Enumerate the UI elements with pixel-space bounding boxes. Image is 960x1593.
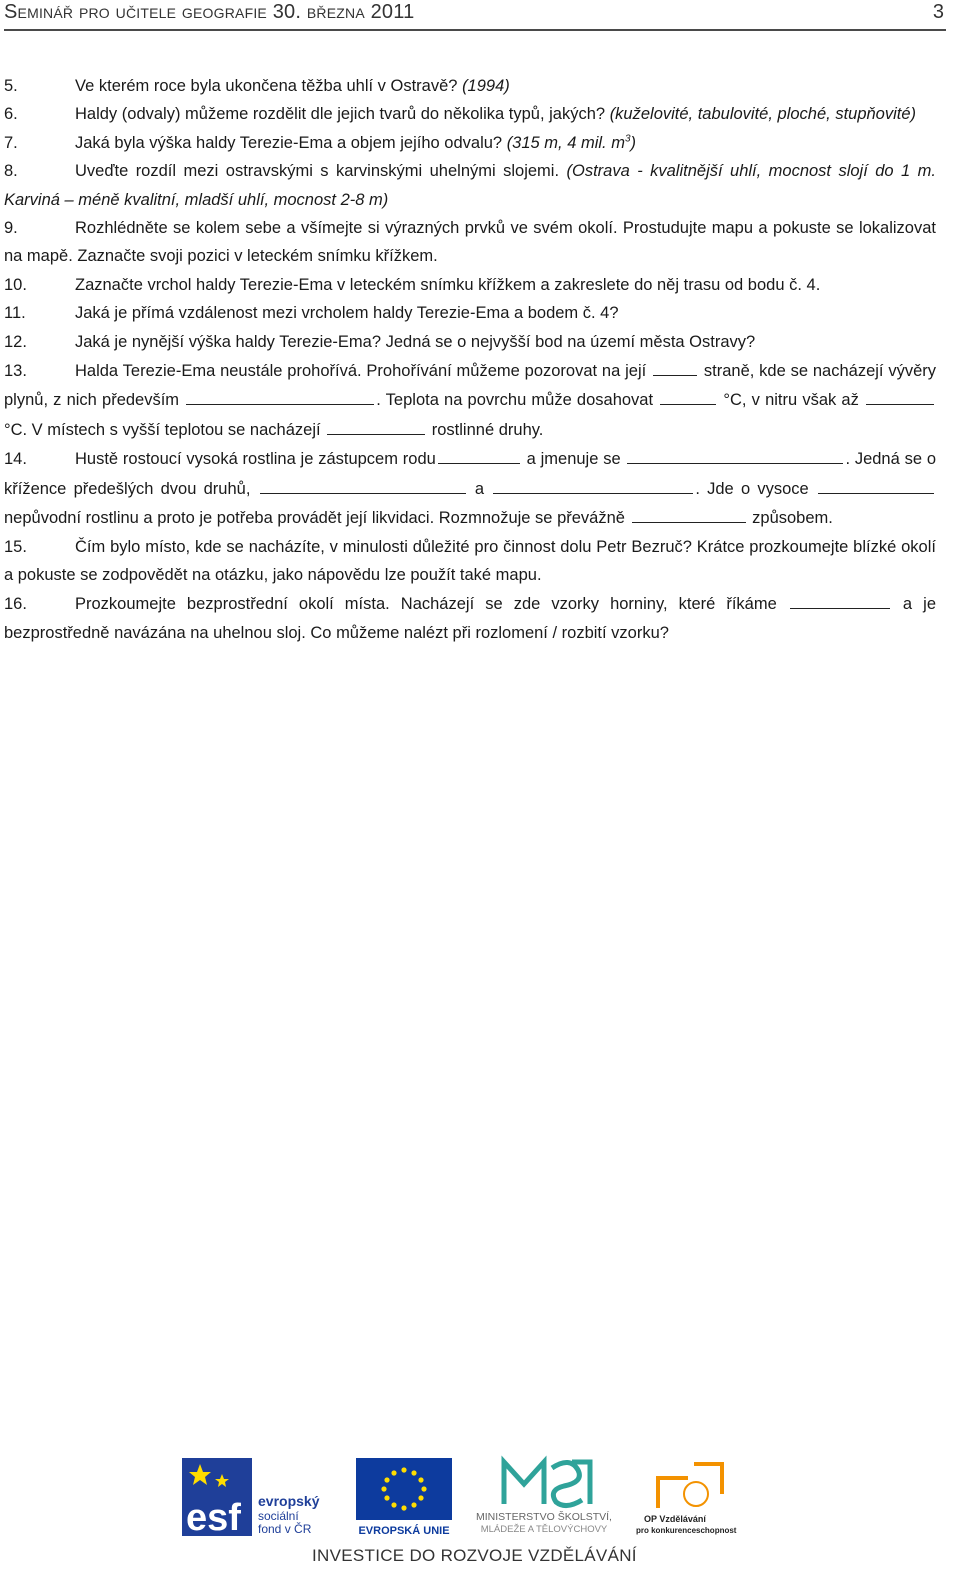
answer-blank[interactable]	[493, 474, 693, 494]
msmt-logo	[460, 1454, 628, 1536]
answer: (kuželovité, tabulovité, ploché, stupňovité)	[609, 105, 917, 124]
question-16: 16. Prozkoumejte bezprostřední okolí místa. Nacházejí se zde vzorky horniny, které říkáme a je bezprostředně navázána na uhelnou sloj. Co můžeme nalézt při rozlomení / rozbití vzorku?	[4, 589, 936, 647]
question-12: 12. Jaká je nynější výška haldy Terezie-Ema? Jedná se o nejvyšší bod na území města Ostravy?	[4, 332, 756, 351]
answer-blank[interactable]	[866, 385, 934, 405]
answer-blank[interactable]	[790, 589, 890, 609]
question-14: 14. Hustě rostoucí vysoká rostlina je zástupcem rodu a jmenuje se . Jedná se o křížence předešlých dvou druhů, a . Jde o vysoce nepůvodní rostlinu a proto je potřeba provádět její likvidaci. Rozmnožuje se převážně způsobem.	[4, 444, 936, 532]
question-11: 11. Jaká je přímá vzdálenost mezi vrcholem haldy Terezie-Ema a bodem č. 4?	[4, 304, 619, 323]
eu-flag-logo	[356, 1458, 452, 1536]
header-rule	[4, 29, 946, 31]
svg-text:fond v ČR: fond v ČR	[258, 1522, 312, 1536]
answer-blank[interactable]	[653, 356, 697, 376]
question-15: 15. Čím bylo místo, kde se nacházíte, v minulosti důležité pro činnost dolu Petr Bezruč? Krátce prozkoumejte blízké okolí a pokuste se zodpovědět na otázku, jako nápovědu lze použít také mapu.	[4, 537, 936, 584]
esf-letters: esf	[186, 1497, 241, 1536]
svg-text:evropský: evropský	[258, 1493, 320, 1509]
svg-text:sociální: sociální	[258, 1509, 299, 1523]
question-5: 5. Ve kterém roce byla ukončena těžba uhlí v Ostravě? (1994)	[4, 77, 510, 95]
question-8: 8. Uveďte rozdíl mezi ostravskými s karvinskými uhelnými slojemi. (Ostrava - kvalitnější uhlí, mocnost slojí do 1 m. Karviná – méně kvalitní, mladší uhlí, mocnost 2-8 m)	[4, 162, 936, 209]
page-header	[0, 0, 960, 32]
question-7: 7. Jaká byla výška haldy Terezie-Ema a objem jejího odvalu? (315 m, 4 mil. $m^3$)	[4, 133, 637, 152]
svg-text:EVROPSKÁ UNIE: EVROPSKÁ UNIE	[358, 1525, 450, 1536]
answer-blank[interactable]	[260, 474, 466, 494]
answer-blank[interactable]	[632, 503, 746, 523]
svg-text:pro konkurenceschopnost: pro konkurenceschopnost	[636, 1526, 737, 1535]
op-circle-icon	[684, 1482, 708, 1506]
op-vzdelavani-logo	[636, 1454, 746, 1536]
header-title: Seminář pro učitele geografie 30. března 2011	[4, 1, 415, 23]
question-6: 6. Haldy (odvaly) můžeme rozdělit dle jejich tvarů do několika typů, jakých? (kuželovité, tabulovité, ploché, stupňovité)	[4, 105, 917, 124]
page-number: 3	[932, 1, 944, 23]
question-13: 13. Halda Terezie-Ema neustále prohořívá. Prohořívání můžeme pozorovat na její straně, kde se nacházejí vývěry plynů, z nich především . Teplota na povrchu může dosahovat °C, v nitru však až °C. V místech s vyšší teplotou se nacházejí rostlinné druhy.	[4, 356, 936, 444]
footer-tagline: INVESTICE DO ROZVOJE VZDĚLÁVÁNÍ	[312, 1546, 637, 1565]
answer-blank[interactable]	[438, 444, 520, 464]
footer-logos	[0, 1450, 960, 1593]
answer-blank[interactable]	[327, 415, 425, 435]
answer: (1994)	[462, 77, 510, 95]
answer-blank[interactable]	[627, 444, 843, 464]
svg-text:OP Vzdělávání: OP Vzdělávání	[644, 1514, 706, 1524]
svg-text:MINISTERSTVO ŠKOLSTVÍ,: MINISTERSTVO ŠKOLSTVÍ,	[476, 1511, 612, 1523]
op-mark	[658, 1464, 722, 1508]
msmt-mark	[504, 1462, 590, 1506]
question-list	[4, 72, 936, 647]
answer: (315 m, 4 mil. $m^3$)	[506, 133, 637, 152]
eu-flag	[356, 1458, 452, 1520]
esf-logo	[182, 1458, 350, 1536]
svg-text:MLÁDEŽE A TĚLOVÝCHOVY: MLÁDEŽE A TĚLOVÝCHOVY	[480, 1524, 608, 1535]
answer-blank[interactable]	[818, 474, 934, 494]
answer: (Ostrava - kvalitnější uhlí, mocnost slojí do 1 m. Karviná – méně kvalitní, mladší uhlí, mocnost 2-8 m)	[4, 162, 936, 209]
answer-blank[interactable]	[186, 385, 374, 405]
question-10: 10. Zaznačte vrchol haldy Terezie-Ema v leteckém snímku křížkem a zakreslete do něj trasu od bodu č. 4.	[4, 275, 821, 294]
answer-blank[interactable]	[660, 385, 716, 405]
question-9: 9. Rozhlédněte se kolem sebe a všímejte si výrazných prvků ve svém okolí. Prostudujte mapu a pokuste se lokalizovat na mapě. Zaznačte svoji pozici v leteckém snímku křížkem.	[4, 219, 936, 266]
